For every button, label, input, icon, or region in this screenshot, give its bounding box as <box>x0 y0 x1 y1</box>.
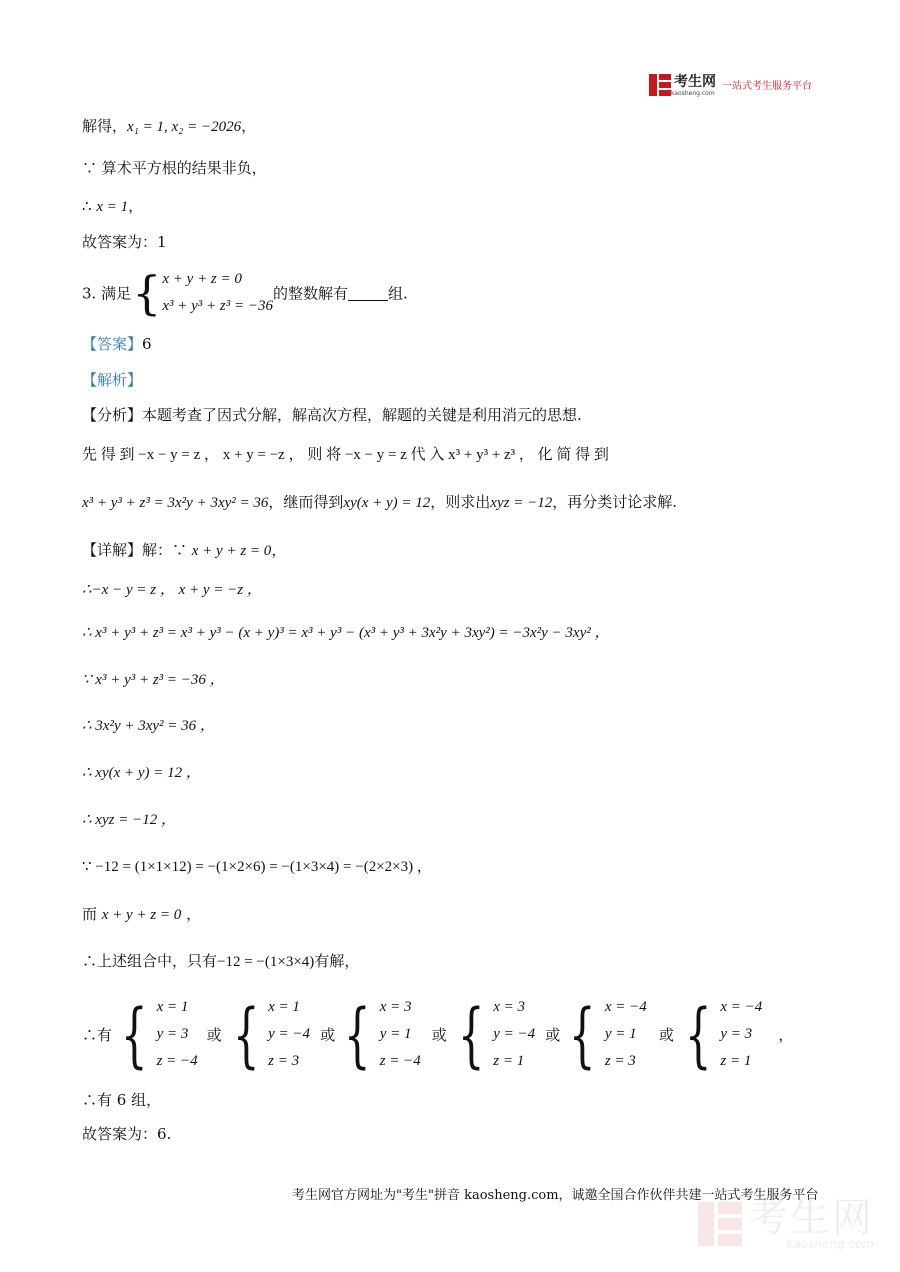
detail-line: 而 x + y + z = 0 ， <box>82 905 202 923</box>
system-3: x = 3 y = 1 z = −4 <box>379 999 421 1069</box>
detail-line: ∴有 6 组， <box>82 1091 162 1109</box>
detail-line: ∴−x − y = z ， x + y = −z ， <box>82 582 262 598</box>
answer-tag: 【答案】 <box>82 335 143 353</box>
solution-line: 解得，x₁ = 1, x₂ = −2026， <box>82 117 257 135</box>
analysis-line: 先 得 到 −x − y = z ， x + y = −z ， 则 将 −x − y = z 代 入 x³ + y³ + z³ ， 化 简 得 到 <box>82 447 609 463</box>
detail-line: ∴ 3x²y + 3xy² = 36 ， <box>82 718 215 734</box>
footer-text: 考生网官方网址为"考生"拼音 kaosheng.com，诚邀全国合作伙伴共建一站式考生服务平台 <box>292 1188 819 1203</box>
detail-line: ∴ xy(x + y) = 12 ， <box>82 765 201 781</box>
analysis-tag: 【解析】 <box>82 371 143 389</box>
system-1: x = 1 y = 3 z = −4 <box>156 999 198 1069</box>
header-url: kaosheng.com <box>671 90 715 97</box>
answer-blank <box>348 286 388 301</box>
analysis-line: 【分析】本题考查了因式分解，解高次方程，解题的关键是利用消元的思想. <box>82 406 582 424</box>
answer-line: 故答案为：1 <box>82 233 167 251</box>
watermark-text: 考生网 <box>748 1195 874 1241</box>
header-brand: 考生网 <box>674 74 716 90</box>
detail-line: 【详解】解：∵ x + y + z = 0， <box>82 541 287 559</box>
kaosheng-logo-icon <box>649 74 671 96</box>
answer-line: 故答案为：6. <box>82 1125 172 1143</box>
solution-systems: ∴有 { x = 1 y = 3 z = −4 或 { x = 1 y = −4 z = 3 或 { x = 3 y = 1 z = −4 或 { x = 3 y = −4 z = 1 或 { x = −4 y = 1 z = 3 或 { x = −4 y = 3 z = 1 ， <box>82 993 794 1076</box>
answer-section: 【答案】6 <box>82 335 152 353</box>
header-logo <box>649 72 812 97</box>
detail-line: ∴ x³ + y³ + z³ = x³ + y³ − (x + y)³ = x³ + y³ − (x³ + y³ + 3x²y + 3xy²) = −3x²y − 3xy² ， <box>82 625 610 641</box>
watermark-logo-icon <box>698 1202 742 1246</box>
solution-line: ∴ x = 1， <box>82 197 144 215</box>
detail-line: ∴上述组合中，只有−12 = −(1×3×4)有解， <box>82 952 360 970</box>
solution-line: ∵ 算术平方根的结果非负， <box>82 159 267 177</box>
header-slogan: 一站式考生服务平台 <box>722 81 812 92</box>
detail-line: ∵ x³ + y³ + z³ = −36 ， <box>82 672 225 688</box>
analysis-line: x³ + y³ + z³ = 3x²y + 3xy² = 36，继而得到xy(x + y) = 12，则求出xyz = −12，再分类讨论求解. <box>82 493 677 511</box>
question-3: 3. 满足{ x + y + z = 0 x³ + y³ + z³ = −36 的整数解有 组. <box>82 266 408 320</box>
system-5: x = −4 y = 1 z = 3 <box>604 999 647 1069</box>
watermark <box>698 1195 874 1251</box>
detail-line: ∵ −12 = (1×1×12) = −(1×2×6) = −(1×3×4) = −(2×2×3) ， <box>82 859 432 875</box>
watermark-url: kaosheng.com <box>786 1237 874 1251</box>
detail-line: ∴ xyz = −12 ， <box>82 812 176 828</box>
system-6: x = −4 y = 3 z = 1 <box>720 999 763 1069</box>
system-2: x = 1 y = −4 z = 3 <box>268 999 311 1069</box>
system-4: x = 3 y = −4 z = 1 <box>493 999 536 1069</box>
